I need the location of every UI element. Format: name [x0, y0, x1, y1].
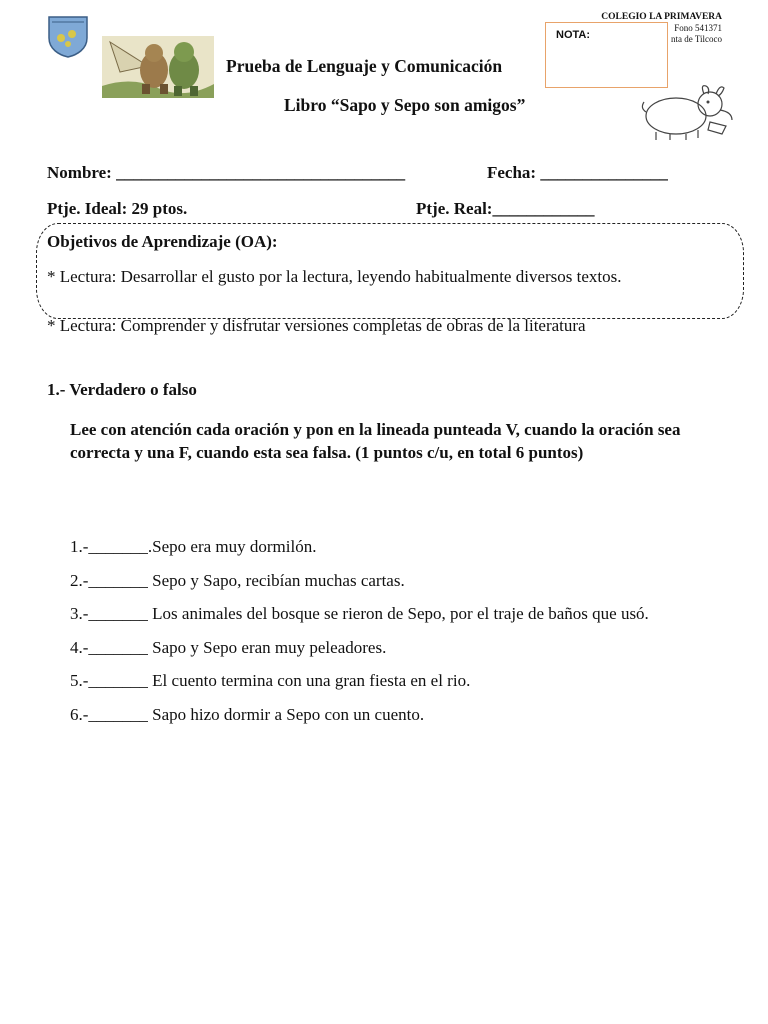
- question-item[interactable]: 2.-_______ Sepo y Sapo, recibían muchas cartas.: [70, 570, 405, 590]
- real-score-field[interactable]: Ptje. Real:____________: [416, 199, 595, 218]
- school-name: COLEGIO LA PRIMAVERA: [601, 12, 722, 22]
- school-address: nta de Tilcoco: [671, 34, 722, 44]
- name-field[interactable]: Nombre: __________________________________: [47, 163, 406, 182]
- question-item[interactable]: 5.-_______ El cuento termina con una gran fiesta en el rio.: [70, 671, 471, 690]
- question-item[interactable]: 1.-_______.Sepo era muy dormilón.: [70, 537, 317, 556]
- page-subtitle: Libro “Sapo y Sepo son amigos”: [284, 95, 526, 115]
- grade-label: NOTA:: [556, 29, 591, 41]
- true-false-list: [70, 530, 730, 731]
- reading-creature-illustration: [636, 82, 736, 142]
- school-crest-icon: [46, 14, 90, 58]
- section-title: 1.- Verdadero o falso: [47, 380, 197, 399]
- section-instructions: Lee con atención cada oración y pon en la lineada punteada V, cuando la oración sea correcta y una F, cuando esta sea falsa. (1 puntos c/u, en total 6 puntos): [70, 420, 681, 462]
- question-item[interactable]: 3.-_______ Los animales del bosque se rieron de Sepo, por el traje de baños que usó.: [70, 604, 649, 623]
- objectives-title: Objetivos de Aprendizaje (OA):: [47, 232, 278, 251]
- frog-and-toad-illustration: [102, 36, 214, 98]
- grade-box[interactable]: [545, 22, 668, 88]
- objective-item: * Lectura: Comprender y disfrutar versiones completas de obras de la literatura: [47, 316, 586, 335]
- question-item[interactable]: 4.-_______ Sapo y Sepo eran muy peleadores.: [70, 637, 387, 657]
- question-item[interactable]: 6.-_______ Sapo hizo dormir a Sepo con un cuento.: [70, 704, 425, 724]
- ideal-score: Ptje. Ideal: 29 ptos.: [47, 199, 188, 218]
- school-phone: Fono 541371: [674, 23, 722, 33]
- date-field[interactable]: Fecha: _______________: [487, 163, 668, 182]
- objective-item: * Lectura: Desarrollar el gusto por la lectura, leyendo habitualmente diversos textos.: [47, 267, 622, 286]
- page-title: Prueba de Lenguaje y Comunicación: [226, 56, 503, 76]
